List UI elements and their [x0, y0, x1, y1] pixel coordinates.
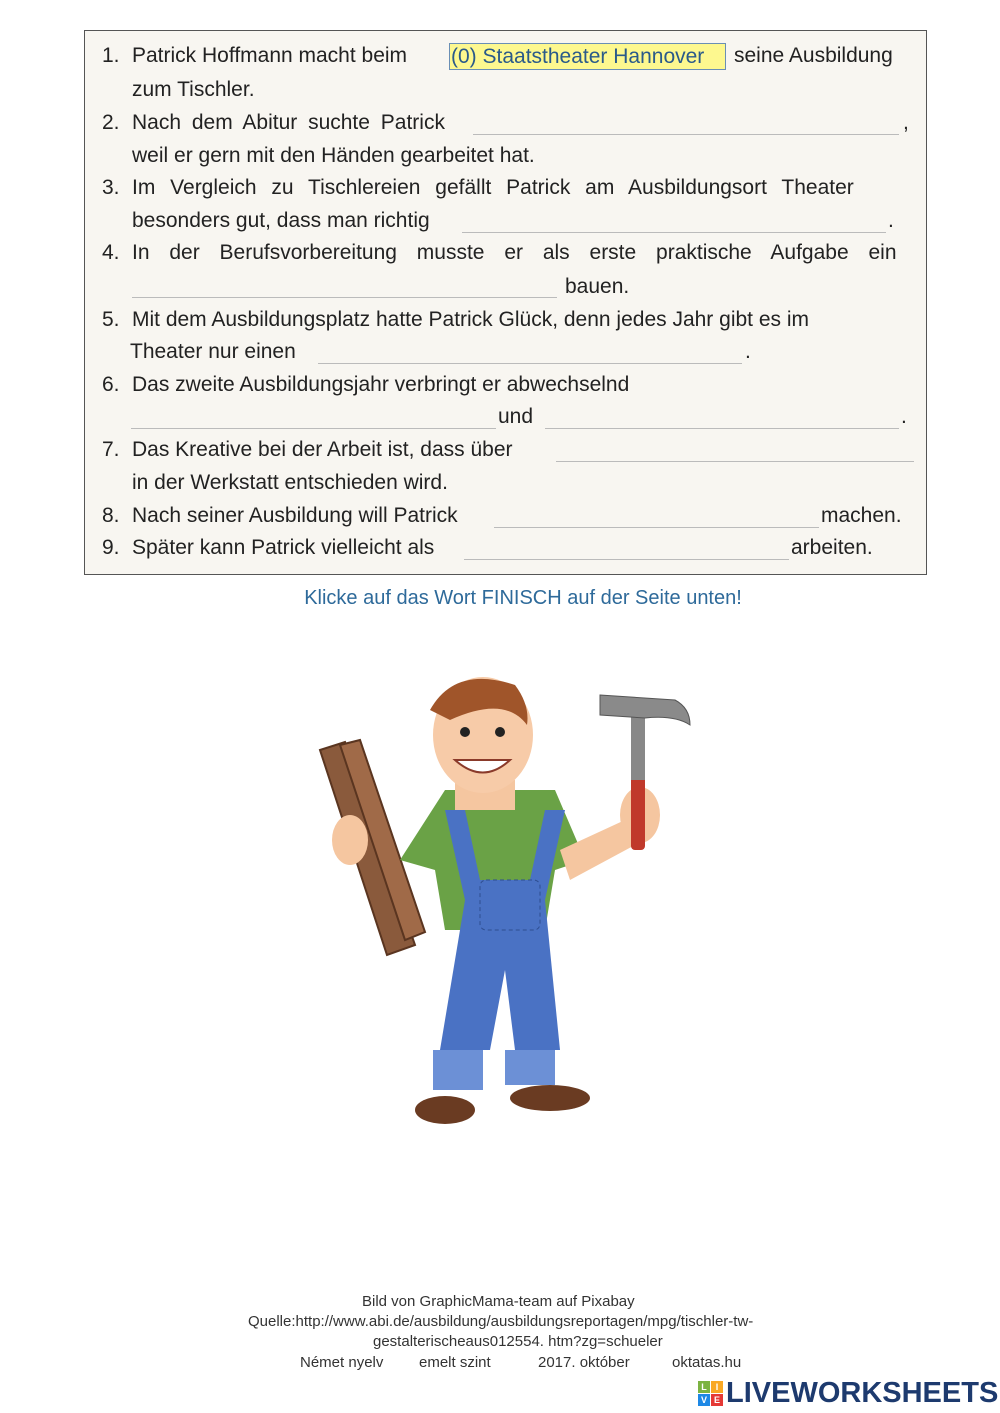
q5-period: . [745, 340, 751, 363]
q7-number: 7. [102, 438, 120, 461]
q5-text-cont: Theater nur einen [130, 340, 296, 363]
q4-text: In der Berufsvorbereitung musste er als erste praktische Aufgabe ein [132, 241, 897, 264]
q1-number: 1. [102, 44, 120, 67]
q3-period: . [888, 209, 894, 232]
q6-period: . [901, 405, 907, 428]
image-credit: Bild von GraphicMama-team auf Pixabay [362, 1293, 635, 1310]
q7-text-cont: in der Werkstatt entschieden wird. [132, 471, 448, 494]
q9-text: Später kann Patrick vielleicht als [132, 536, 435, 559]
q6-answer-input-2[interactable] [545, 404, 899, 429]
q7-text: Das Kreative bei der Arbeit ist, dass über [132, 438, 513, 461]
q3-number: 3. [102, 176, 120, 199]
q4-text-end: bauen. [565, 275, 630, 298]
q7-answer-input[interactable] [556, 437, 914, 462]
q8-text: Nach seiner Ausbildung will Patrick [132, 504, 458, 527]
logo-icon: L I V E [698, 1381, 723, 1406]
q3-text-cont: besonders gut, dass man richtig [132, 209, 430, 232]
q4-answer-input[interactable] [132, 273, 557, 298]
q9-text-end: arbeiten. [791, 536, 873, 559]
q2-text-cont: weil er gern mit den Händen gearbeitet hat. [132, 144, 535, 167]
source-line-2: gestalterischeaus012554. htm?zg=schueler [373, 1333, 663, 1350]
q3-answer-input[interactable] [462, 208, 886, 233]
footer-date: 2017. október [538, 1354, 630, 1371]
logo-text: LIVEWORKSHEETS [726, 1377, 999, 1409]
q9-number: 9. [102, 536, 120, 559]
footer-level: emelt szint [419, 1354, 491, 1371]
footer-subject: Német nyelv [300, 1354, 384, 1371]
q5-text: Mit dem Ausbildungsplatz hatte Patrick Glück, denn jedes Jahr gibt es im [132, 308, 810, 331]
source-line-1: Quelle:http://www.abi.de/ausbildung/ausbildungsreportagen/mpg/tischler-tw- [248, 1313, 754, 1330]
instruction-text: Klicke auf das Wort FINISCH auf der Seite unten! [304, 587, 742, 609]
footer-site: oktatas.hu [672, 1354, 742, 1371]
q1-text: Patrick Hoffmann macht beim [132, 44, 408, 67]
q6-number: 6. [102, 373, 120, 396]
q3-text: Im Vergleich zu Tischlereien gefällt Patrick am Ausbildungsort Theater [132, 176, 854, 199]
liveworksheets-logo[interactable] [698, 1377, 998, 1410]
q6-und: und [498, 405, 534, 428]
q4-number: 4. [102, 241, 120, 264]
q5-number: 5. [102, 308, 120, 331]
q2-number: 2. [102, 111, 120, 134]
q0-example-answer: (0) Staatstheater Hannover [449, 43, 726, 70]
q6-text: Das zweite Ausbildungsjahr verbringt er abwechselnd [132, 373, 630, 396]
q2-comma: , [903, 111, 909, 134]
q2-answer-input[interactable] [473, 110, 899, 135]
q6-answer-input-1[interactable] [131, 404, 496, 429]
carpenter-illustration [315, 670, 695, 1135]
q1-text-cont: zum Tischler. [132, 78, 255, 101]
q8-number: 8. [102, 504, 120, 527]
q9-answer-input[interactable] [464, 535, 789, 560]
q8-answer-input[interactable] [494, 503, 819, 528]
q2-text: Nach dem Abitur suchte Patrick [132, 111, 445, 134]
q1-text-end: seine Ausbildung [734, 44, 893, 67]
q5-answer-input[interactable] [318, 339, 742, 364]
q8-text-end: machen. [821, 504, 902, 527]
